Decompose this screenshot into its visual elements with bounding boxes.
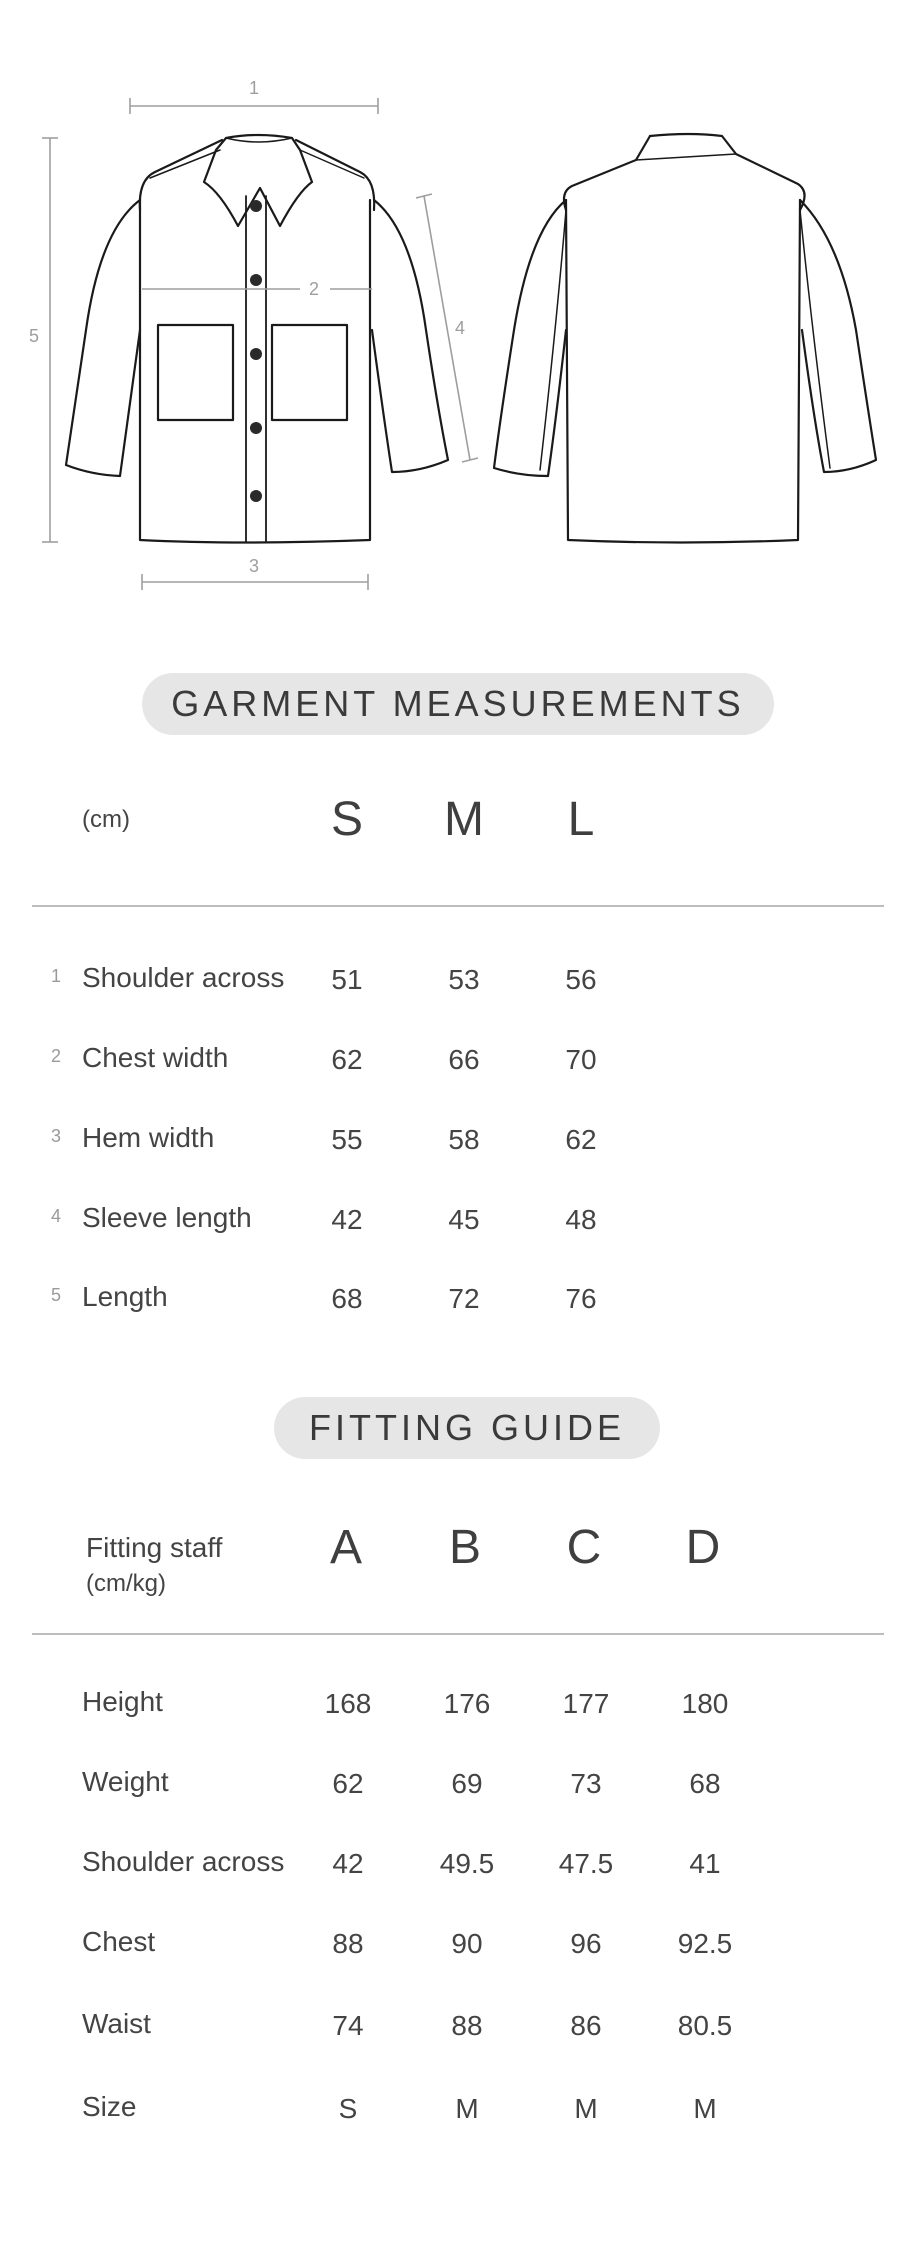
- dimension-label-4: 4: [454, 318, 466, 338]
- fitting-row: [0, 2008, 917, 2068]
- measurement-label: Length: [82, 1281, 168, 1312]
- fitting-value: 177: [562, 1688, 610, 1719]
- fitting-value: 73: [570, 1768, 602, 1799]
- front-right-shoulder: [296, 140, 374, 210]
- fitting-value: 176: [443, 1688, 491, 1719]
- front-left-shoulder: [140, 140, 222, 210]
- front-left-sleeve: [66, 200, 140, 476]
- measurement-value: 68: [331, 1283, 363, 1314]
- dimension-label-5: 5: [28, 326, 40, 346]
- fitting-value: 69: [451, 1768, 483, 1799]
- fitting-staff-title: Fitting staff: [86, 1532, 223, 1563]
- staff-header-d: D: [685, 1521, 721, 1574]
- fitting-value: 168: [324, 1688, 372, 1719]
- fitting-value: M: [455, 2093, 479, 2124]
- fitting-value: 68: [689, 1768, 721, 1799]
- garment-header-divider: [32, 905, 884, 907]
- fitting-unit-label: (cm/kg): [86, 1570, 166, 1597]
- back-left-sleeve: [494, 200, 566, 476]
- fitting-value: 41: [689, 1848, 721, 1879]
- back-yoke: [650, 134, 805, 210]
- measurement-value: 66: [448, 1044, 480, 1075]
- size-header-m: M: [444, 793, 484, 846]
- fitting-value: 74: [332, 2010, 364, 2041]
- measurement-value: 42: [331, 1204, 363, 1235]
- measurement-label: Shoulder across: [82, 962, 285, 993]
- fitting-header-divider: [32, 1633, 884, 1635]
- fitting-guide-heading: FITTING GUIDE: [274, 1397, 660, 1459]
- fitting-value: 90: [451, 1928, 483, 1959]
- front-left-pocket: [158, 325, 233, 420]
- fitting-label: Chest: [82, 1926, 156, 1957]
- measurement-value: 48: [565, 1204, 597, 1235]
- fitting-value: 80.5: [677, 2010, 733, 2041]
- fitting-value: 42: [332, 1848, 364, 1879]
- garment-measurements-heading: GARMENT MEASUREMENTS: [142, 673, 774, 735]
- size-header-l: L: [567, 793, 595, 846]
- garment-measurement-row: [0, 1042, 917, 1102]
- garment-measurement-row: [0, 1122, 917, 1182]
- fitting-value: 49.5: [439, 1848, 495, 1879]
- garment-measurement-row: [0, 1202, 917, 1262]
- fitting-value: M: [574, 2093, 598, 2124]
- measurement-index: 4: [50, 1206, 61, 1226]
- measurement-index: 2: [50, 1046, 61, 1066]
- measurement-value: 76: [565, 1283, 597, 1314]
- fitting-value: M: [693, 2093, 717, 2124]
- back-right-sleeve: [800, 200, 876, 472]
- fitting-value: 96: [570, 1928, 602, 1959]
- fitting-label: Weight: [82, 1766, 169, 1797]
- fitting-value: S: [338, 2093, 358, 2124]
- fitting-row: [0, 1686, 917, 1746]
- dimension-label-2: 2: [308, 279, 320, 299]
- measurement-index: 3: [50, 1126, 61, 1146]
- measurement-index: 1: [50, 966, 61, 986]
- measurement-value: 62: [565, 1124, 597, 1155]
- front-buttons: [250, 200, 262, 502]
- garment-technical-drawing: [0, 0, 917, 600]
- front-collar: [204, 135, 312, 226]
- fitting-value: 88: [451, 2010, 483, 2041]
- fitting-row: [0, 2091, 917, 2151]
- garment-measurement-row: [0, 1281, 917, 1341]
- fitting-label: Waist: [82, 2008, 151, 2039]
- fitting-label: Shoulder across: [82, 1846, 285, 1877]
- garment-measurement-row: [0, 962, 917, 1022]
- measurement-value: 58: [448, 1124, 480, 1155]
- fitting-row: [0, 1766, 917, 1826]
- dimension-label-3: 3: [248, 556, 260, 576]
- fitting-staff-label: [86, 1530, 222, 1602]
- measurement-label: Hem width: [82, 1122, 215, 1153]
- front-right-pocket: [272, 325, 347, 420]
- measurement-value: 62: [331, 1044, 363, 1075]
- fitting-value: 62: [332, 1768, 364, 1799]
- fitting-row: [0, 1926, 917, 1986]
- fitting-label: Size: [82, 2091, 137, 2122]
- fitting-value: 86: [570, 2010, 602, 2041]
- measurement-index: 5: [50, 1285, 61, 1305]
- staff-header-a: A: [329, 1521, 362, 1574]
- back-body-outline: [566, 200, 800, 543]
- front-right-sleeve: [372, 200, 448, 472]
- measurement-value: 70: [565, 1044, 597, 1075]
- dimension-label-1: 1: [248, 78, 260, 98]
- measurement-value: 51: [331, 964, 363, 995]
- fitting-label: Height: [82, 1686, 163, 1717]
- fitting-value: 47.5: [558, 1848, 614, 1879]
- fitting-value: 92.5: [677, 1928, 733, 1959]
- staff-header-b: B: [448, 1521, 481, 1574]
- measurement-value: 55: [331, 1124, 363, 1155]
- measurement-value: 56: [565, 964, 597, 995]
- measurement-label: Sleeve length: [82, 1202, 252, 1233]
- measurement-label: Chest width: [82, 1042, 229, 1073]
- fitting-value: 180: [681, 1688, 729, 1719]
- fitting-value: 88: [332, 1928, 364, 1959]
- measurement-value: 72: [448, 1283, 480, 1314]
- staff-header-c: C: [566, 1521, 602, 1574]
- measurement-value: 53: [448, 964, 480, 995]
- measurement-value: 45: [448, 1204, 480, 1235]
- garment-unit-label: (cm): [82, 806, 130, 833]
- fitting-row: [0, 1846, 917, 1906]
- size-header-s: S: [330, 793, 363, 846]
